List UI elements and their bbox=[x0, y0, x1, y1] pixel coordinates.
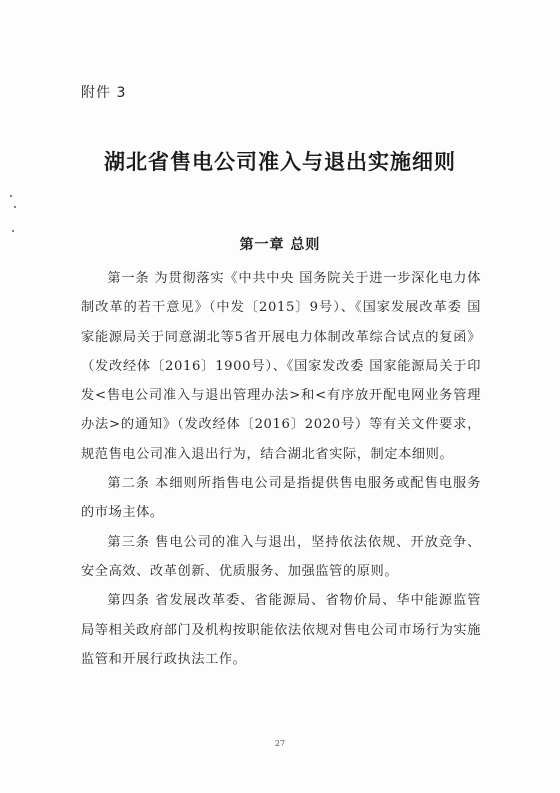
scan-speck bbox=[14, 206, 16, 208]
article-paragraph: 第二条 本细则所指售电公司是指提供售电服务或配售电服务的市场主体。 bbox=[81, 476, 481, 521]
attachment-label: 附件 3 bbox=[81, 85, 127, 101]
scan-speck bbox=[12, 230, 14, 232]
chapter-heading: 第一章 总则 bbox=[239, 237, 321, 253]
page-number: 27 bbox=[274, 739, 286, 748]
body-text bbox=[81, 264, 481, 674]
article-paragraph: 第四条 省发展改革委、省能源局、省物价局、华中能源监管局等相关政府部门及机构按职能依法依规对售电公司市场行为实施监管和开展行政执法工作。 bbox=[81, 593, 481, 667]
scan-speck bbox=[10, 195, 12, 197]
article-paragraph: 第一条 为贯彻落实《中共中央 国务院关于进一步深化电力体制改革的若干意见》（中发〔2015〕9号）、《国家发展改革委 国家能源局关于同意湖北等5省开展电力体制改革综合试点的复函》（发改经体〔2016〕1900号）、《国家发改委 国家能源局关于印发<售电公司准入与退出管理办法>和<有序放开配电网业务管理办法>的通知》（发改经体〔2016〕2020号）等有关文件要求，规范售电公司准入退出行为，结合湖北省实际，制定本细则。 bbox=[81, 271, 481, 462]
article-paragraph: 第三条 售电公司的准入与退出，坚持依法依规、开放竞争、安全高效、改革创新、优质服务、加强监管的原则。 bbox=[81, 534, 481, 579]
document-title: 湖北省售电公司准入与退出实施细则 bbox=[104, 150, 456, 174]
